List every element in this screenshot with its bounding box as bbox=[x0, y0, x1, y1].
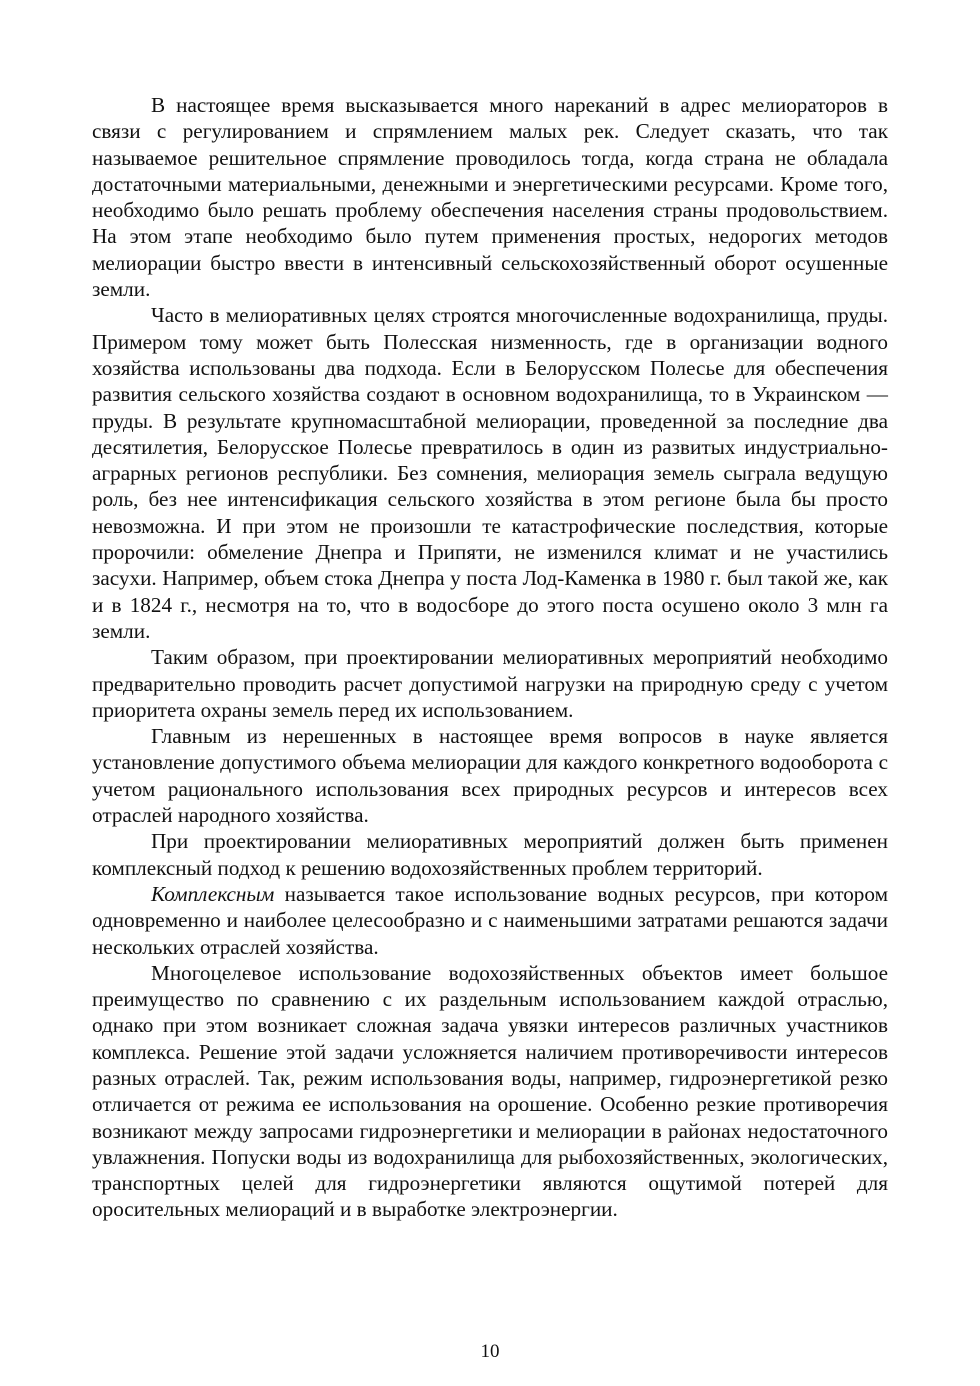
page-body bbox=[92, 92, 888, 1223]
italic-term: Комплексным bbox=[151, 881, 275, 906]
paragraph-4: Главным из нерешенных в настоящее время вопросов в науке является установление допустимого объема мелиорации для каждого конкретного водооборота с учетом рационального использования всех природных ресурсов и интересов всех отраслей народного хозяйства. bbox=[92, 724, 888, 828]
paragraph-5: При проектировании мелиоративных мероприятий должен быть применен комплексный подход к решению водохозяйственных проблем территорий. bbox=[92, 829, 888, 880]
page-number: 10 bbox=[480, 1341, 500, 1362]
paragraph-7: Многоцелевое использование водохозяйственных объектов имеет большое преимущество по сравнению с их раздельным использованием каждой отраслью, однако при этом возникает сложная задача увязки интересов различных участников комплекса. Решение этой задачи усложняется наличием противоречивости интересов разных отраслей. Так, режим использования воды, например, гидроэнергетикой резко отличается от режима ее использования на орошение. Особенно резкие противоречия возникают между запросами гидроэнергетики и мелиорации в районах недостаточного увлажнения. Попуски воды из водохранилища для рыбохозяйственных, экологических, транспортных целей для гидроэнергетики являются ощутимой потерей для оросительных мелиораций и в выработке электроэнергии. bbox=[92, 960, 888, 1222]
paragraph-1: В настоящее время высказывается много нареканий в адрес мелиораторов в связи с регулированием и спрямлением малых рек. Следует сказать, что так называемое решительное спрямление проводилось тогда, когда страна не обладала достаточными материальными, денежными и энергетическими ресурсами. Кроме того, необходимо было решать проблему обеспечения населения страны продовольствием. На этом этапе необходимо было путем применения простых, недорогих методов мелиорации быстро ввести в интенсивный сельскохозяйственный оборот осушенные земли. bbox=[92, 93, 888, 302]
paragraph-2: Часто в мелиоративных целях строятся многочисленные водохранилища, пруды. Примером тому может быть Полесская низменность, где в организации водного хозяйства использованы два подхода. Если в Белорусском Полесье для обеспечения развития сельского хозяйства создают в основном водохранилища, то в Украинском — пруды. В результате крупномасштабной мелиорации, проведенной за последние два десятилетия, Белорусское Полесье превратилось в один из развитых индустриально-аграрных регионов республики. Без сомнения, мелиорация земель сыграла ведущую роль, без нее интенсификация сельского хозяйства в этом регионе была бы просто невозможна. И при этом не произошли те катастрофические последствия, которые пророчили: обмеление Днепра и Припяти, не изменился климат и не участились засухи. Например, объем стока Днепра у поста Лод-Каменка в 1980 г. был такой же, как и в 1824 г., несмотря на то, что в водосборе до этого поста осушено около 3 млн га земли. bbox=[92, 303, 888, 643]
paragraph-6-text: называется такое использование водных ресурсов, при котором одновременно и наиболее целесообразно и с наименьшими затратами решаются задачи нескольких отраслей хозяйства. bbox=[92, 881, 888, 959]
paragraph-6 bbox=[92, 881, 888, 960]
paragraph-3: Таким образом, при проектировании мелиоративных мероприятий необходимо предварительно проводить расчет допустимой нагрузки на природную среду с учетом приоритета охраны земель перед их использованием. bbox=[92, 645, 888, 722]
